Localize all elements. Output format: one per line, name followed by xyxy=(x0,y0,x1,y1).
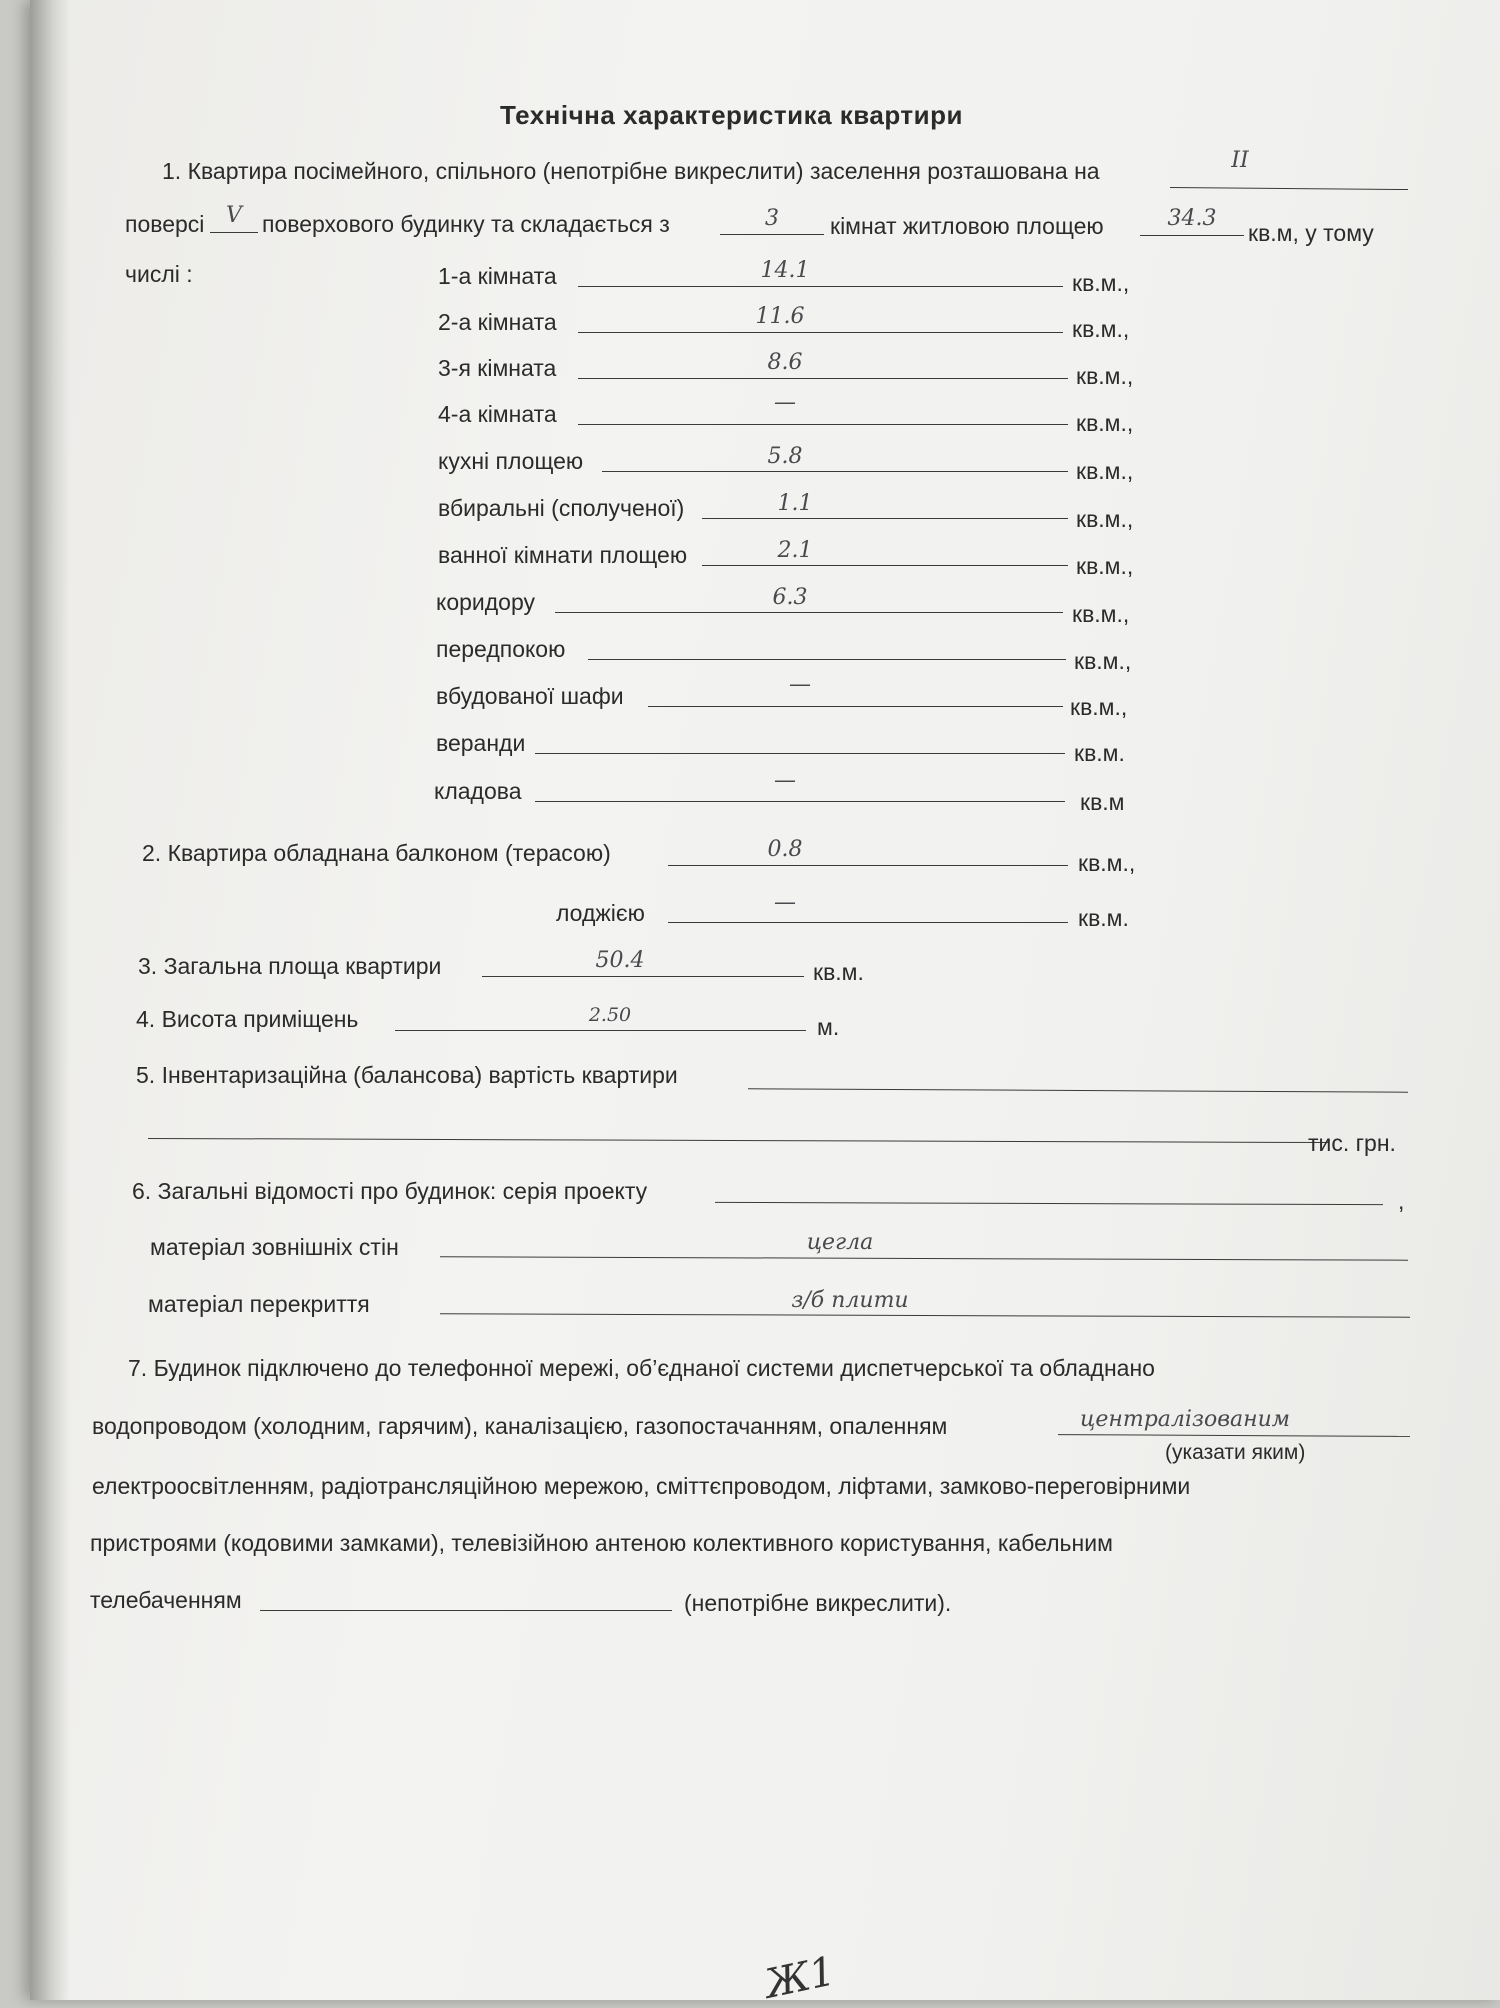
floor-line xyxy=(1170,187,1408,190)
cable-tv-line xyxy=(260,1610,672,1611)
section1-text-e: кв.м, у тому xyxy=(1248,220,1374,246)
room-row-value: 2.1 xyxy=(777,538,813,563)
series-comma: , xyxy=(1398,1188,1405,1214)
section5-text: 5. Інвентаризаційна (балансова) вартість квартири xyxy=(136,1062,678,1088)
room-row-label: веранди xyxy=(436,730,526,756)
section7-line3: електроосвітленням, радіотрансляційною мережою, сміттєпроводом, ліфтами, замково-переговірними xyxy=(92,1473,1191,1499)
balcony-unit: кв.м., xyxy=(1078,850,1136,876)
section4-text: 4. Висота приміщень xyxy=(136,1006,359,1032)
room-row-label: кладова xyxy=(434,778,522,804)
room-row-label: кухні площею xyxy=(438,448,584,474)
walls-value: цегла xyxy=(806,1230,874,1255)
loggia-value: — xyxy=(774,890,796,915)
room-row-label: 3-я кімната xyxy=(438,355,557,381)
page-edge-shadow xyxy=(30,0,70,2000)
balcony-value: 0.8 xyxy=(767,837,803,862)
height-unit: м. xyxy=(817,1014,840,1040)
room-row-label: 1-а кімната xyxy=(438,263,557,289)
floor-value: ІІ xyxy=(1231,148,1249,173)
rooms-value: 3 xyxy=(765,206,779,231)
room-row-value: — xyxy=(774,390,796,415)
section1-text-c: поверхового будинку та складається з xyxy=(262,211,670,237)
room-row-unit: кв.м., xyxy=(1076,363,1134,389)
room-row-unit: кв.м., xyxy=(1076,458,1134,484)
room-row-label: вбиральні (сполученої) xyxy=(438,495,685,521)
section7-line5: телебаченням xyxy=(90,1587,242,1613)
room-row-line xyxy=(588,659,1066,660)
room-row-unit: кв.м. xyxy=(1074,740,1125,766)
section3-text: 3. Загальна площа квартири xyxy=(138,953,442,979)
section1-text-d: кімнат житловою площею xyxy=(830,213,1104,239)
room-row-line xyxy=(578,424,1068,425)
room-row-label: передпокою xyxy=(436,636,566,662)
room-row-line xyxy=(702,518,1068,519)
section7-line4: пристроями (кодовими замками), телевізійною антеною колективного користування, кабельним xyxy=(90,1530,1113,1556)
room-row-value: 6.3 xyxy=(772,585,808,610)
section1-text-b: поверсі xyxy=(125,211,205,237)
value-line-1 xyxy=(748,1088,1408,1092)
room-row-unit: кв.м., xyxy=(1076,553,1134,579)
room-row-label: ванної кімнати площею xyxy=(438,542,688,568)
value-unit: тис. грн. xyxy=(1308,1130,1396,1156)
walls-label: матеріал зовнішніх стін xyxy=(150,1234,399,1260)
section6-text: 6. Загальні відомості про будинок: серія проекту xyxy=(132,1178,648,1204)
total-area-unit: кв.м. xyxy=(813,959,864,985)
value-line-2 xyxy=(148,1138,1328,1143)
room-row-label: коридору xyxy=(436,589,535,615)
heating-line xyxy=(1058,1434,1410,1437)
room-row-unit: кв.м., xyxy=(1074,648,1132,674)
heating-hint: (указати яким) xyxy=(1165,1441,1306,1464)
balcony-line xyxy=(668,865,1068,866)
room-row-line xyxy=(702,565,1068,566)
room-row-line xyxy=(535,801,1065,802)
height-value: 2.50 xyxy=(588,1004,632,1026)
room-row-label: 2-а кімната xyxy=(438,309,557,335)
storeys-line xyxy=(210,232,258,233)
room-row-value: 5.8 xyxy=(767,444,803,469)
room-row-line xyxy=(578,286,1063,287)
handwritten-mark: Ж1 xyxy=(760,1948,840,2008)
section7-line5-end: (непотрібне викреслити). xyxy=(684,1590,952,1616)
room-row-unit: кв.м., xyxy=(1072,316,1130,342)
heating-value: централізованим xyxy=(1079,1407,1291,1432)
ceiling-value: з/б плити xyxy=(791,1288,909,1313)
room-row-unit: кв.м xyxy=(1080,789,1125,815)
ceiling-label: матеріал перекриття xyxy=(148,1291,370,1317)
loggia-unit: кв.м. xyxy=(1078,905,1129,931)
room-row-value: — xyxy=(774,768,796,793)
room-row-line xyxy=(555,612,1063,613)
room-row-unit: кв.м., xyxy=(1072,270,1130,296)
walls-line xyxy=(440,1256,1408,1260)
section1-text-f: числі : xyxy=(125,261,193,287)
room-row-unit: кв.м., xyxy=(1076,506,1134,532)
section7-line1: 7. Будинок підключено до телефонної мережі, об’єднаної системи диспетчерської та обладнано xyxy=(128,1355,1155,1381)
ceiling-line xyxy=(440,1313,1410,1317)
room-row-value: 1.1 xyxy=(777,491,813,516)
series-line xyxy=(715,1202,1383,1205)
room-row-unit: кв.м., xyxy=(1076,410,1134,436)
room-row-unit: кв.м., xyxy=(1070,694,1128,720)
loggia-label: лоджією xyxy=(556,900,645,926)
room-row-line xyxy=(578,378,1068,379)
document-page xyxy=(30,0,1500,2008)
room-row-label: 4-а кімната xyxy=(438,401,557,427)
room-row-value: 11.6 xyxy=(755,304,805,329)
room-row-value: 8.6 xyxy=(767,350,803,375)
section2-text: 2. Квартира обладнана балконом (терасою) xyxy=(142,840,611,866)
room-row-unit: кв.м., xyxy=(1072,601,1130,627)
living-area-value: 34.3 xyxy=(1167,206,1217,231)
room-row-value: — xyxy=(789,672,811,697)
loggia-line xyxy=(668,922,1068,923)
height-line xyxy=(395,1030,806,1031)
room-row-value: 14.1 xyxy=(760,258,810,283)
section1-text-a: 1. Квартира посімейного, спільного (непотрібне викреслити) заселення розташована на xyxy=(162,158,1100,184)
rooms-line xyxy=(720,234,824,235)
room-row-label: вбудованої шафи xyxy=(436,683,624,709)
section7-line2: водопроводом (холодним, гарячим), каналізацією, газопостачанням, опаленням xyxy=(92,1413,948,1439)
total-area-value: 50.4 xyxy=(595,948,645,973)
room-row-line xyxy=(578,332,1063,333)
room-row-line xyxy=(648,706,1063,707)
living-area-line xyxy=(1140,235,1244,236)
storeys-value: V xyxy=(226,203,242,228)
room-row-line xyxy=(602,471,1068,472)
room-row-line xyxy=(535,753,1065,754)
total-area-line xyxy=(482,976,804,977)
document-title: Технічна характеристика квартири xyxy=(500,100,964,130)
